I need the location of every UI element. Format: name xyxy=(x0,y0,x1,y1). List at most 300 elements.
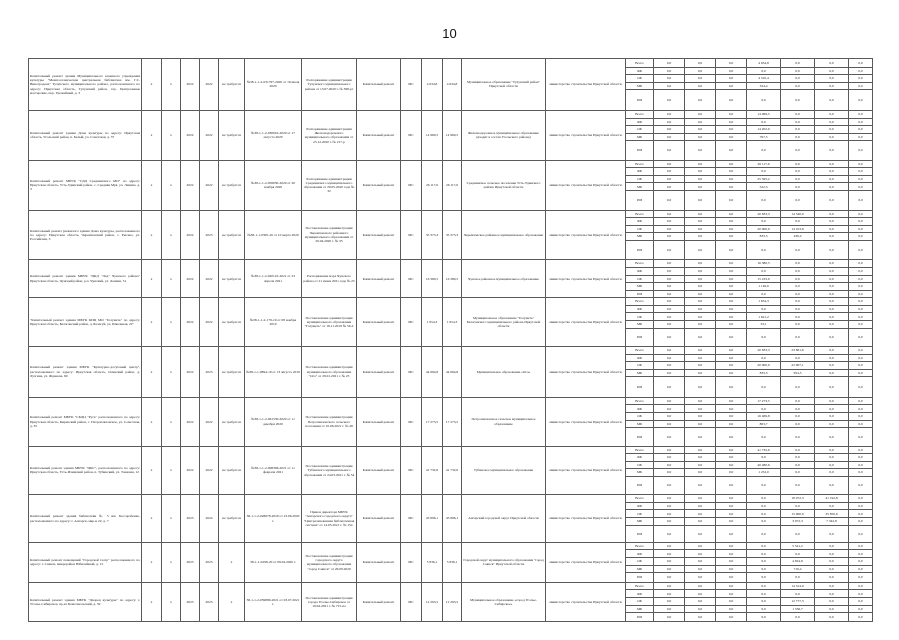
finance-value: 954,5 xyxy=(781,369,815,377)
finance-value: 0,0 xyxy=(716,446,747,454)
finance-value: 0,0 xyxy=(716,412,747,420)
finance-value: 0,0 xyxy=(685,141,716,160)
finance-value: 716,4 xyxy=(781,565,815,573)
cost-value: 41 732,6 xyxy=(443,446,462,495)
budget-source-label: Всего xyxy=(626,346,654,354)
expertise-cell: не требуется xyxy=(219,210,245,260)
finance-value: 16 380,5 xyxy=(747,260,781,268)
budget-source-label: ИИ xyxy=(626,328,654,346)
start-year: 2022 xyxy=(181,210,200,260)
finance-value: 0,0 xyxy=(849,412,873,420)
finance-value: 0,0 xyxy=(849,550,873,558)
finance-value: 0,0 xyxy=(685,118,716,126)
finance-value: 14 314,0 xyxy=(781,582,815,590)
finance-value: 0,0 xyxy=(685,613,716,622)
finance-value: 0,0 xyxy=(654,175,685,183)
budget-source-label: МБ xyxy=(626,420,654,428)
page-number: 10 xyxy=(442,26,457,41)
finance-value: 16 469,8 xyxy=(747,412,781,420)
finance-value: 0,0 xyxy=(654,260,685,268)
finance-value: 0,0 xyxy=(747,240,781,259)
finance-value: 0,0 xyxy=(849,141,873,160)
start-year: 2023 xyxy=(181,495,200,543)
finance-value: 1 621,2 xyxy=(747,313,781,321)
finance-value: 0,0 xyxy=(654,225,685,233)
finance-value: 0,0 xyxy=(716,369,747,377)
start-year: 2022 xyxy=(181,260,200,298)
budget-source-label: МБ xyxy=(626,233,654,241)
finance-value: 0,0 xyxy=(654,240,685,259)
finance-value: 0,0 xyxy=(685,469,716,477)
finance-value: 522,3 xyxy=(747,183,781,191)
finance-value: 0,0 xyxy=(685,218,716,226)
finance-value: 0,0 xyxy=(815,225,849,233)
start-year: 2022 xyxy=(181,110,200,160)
finance-value: 0,0 xyxy=(781,454,815,462)
mk-cell: МС xyxy=(401,110,422,160)
finance-value: 0,0 xyxy=(716,67,747,75)
finance-value: 0,0 xyxy=(849,476,873,494)
finance-value: 0,0 xyxy=(685,476,716,494)
finance-value: 0,0 xyxy=(654,420,685,428)
finance-value: 0,0 xyxy=(654,328,685,346)
table-row xyxy=(29,160,873,168)
doc-number: №38-1-1-0395-20 от 10 марта 2020 xyxy=(245,210,302,260)
budget-source-label: ФБ xyxy=(626,405,654,413)
budget-source-label: Всего xyxy=(626,260,654,268)
finance-value: 0,0 xyxy=(685,328,716,346)
budget-source-label: МБ xyxy=(626,133,654,141)
finance-value: 0,0 xyxy=(815,558,849,566)
finance-value: 15 000,0 xyxy=(781,510,815,518)
decision-cell: Постановление администрации Черемховского районного муниципального образования от 20.04.2020 г. № 33 xyxy=(302,210,357,260)
finance-value: 0,0 xyxy=(685,59,716,68)
finance-value: 0,0 xyxy=(716,428,747,446)
finance-value: 0,0 xyxy=(716,362,747,370)
finance-value: 0,0 xyxy=(716,313,747,321)
object-name: Капитальный ремонт здания библиотеки № 5 им. Бессарабенко, расположенного по адресу: г. Ангарск, мкр-н 22, д. 7 xyxy=(29,495,142,543)
finance-value: 0,0 xyxy=(685,405,716,413)
finance-value: 0,0 xyxy=(849,517,873,525)
finance-value: 0,0 xyxy=(716,210,747,218)
estimate-value: 4 634,8 xyxy=(422,59,443,111)
finance-value: 0,0 xyxy=(815,405,849,413)
finance-value: 0,0 xyxy=(849,290,873,298)
finance-value: 0,0 xyxy=(747,565,781,573)
table-row xyxy=(29,210,873,218)
finance-value: 0,0 xyxy=(781,377,815,398)
finance-value: 0,0 xyxy=(849,405,873,413)
estimate-value: 41 732,6 xyxy=(422,446,443,495)
finance-value: 0,0 xyxy=(849,175,873,183)
object-name: Капитальный ремонт помещений "Городской театр" расположенного по адресу: г. Саянск, микрорайон Юбилейный, д. 15 xyxy=(29,542,142,582)
budget-source-label: ОБ xyxy=(626,225,654,233)
work-type: Капитальный ремонт xyxy=(357,495,401,543)
finance-value: 0,0 xyxy=(654,550,685,558)
finance-value: 0,0 xyxy=(716,225,747,233)
finance-value: 0,0 xyxy=(781,476,815,494)
finance-value: 0,0 xyxy=(747,454,781,462)
budget-source-label: Всего xyxy=(626,495,654,503)
finance-value: 0,0 xyxy=(815,590,849,598)
decision-cell: Распоряжение администрации Тулунского муниципального района от 13.07.2020 г. № 398-рг xyxy=(302,59,357,111)
cost-value: 14 969,5 xyxy=(443,110,462,160)
finance-value: 0,0 xyxy=(747,502,781,510)
finance-value: 0,0 xyxy=(815,446,849,454)
budget-source-label: ИИ xyxy=(626,613,654,622)
start-year: 2022 xyxy=(181,59,200,111)
finance-value: 0,0 xyxy=(716,126,747,134)
finance-value: 20 833,3 xyxy=(747,210,781,218)
finance-value: 0,0 xyxy=(654,362,685,370)
col-x2: х xyxy=(162,59,181,111)
finance-value: 0,0 xyxy=(654,305,685,313)
finance-value: 0,0 xyxy=(781,183,815,191)
cost-value: 1 654,3 xyxy=(443,298,462,347)
finance-value: 0,0 xyxy=(685,160,716,168)
finance-value: 0,0 xyxy=(685,267,716,275)
finance-value: 0,0 xyxy=(685,283,716,291)
finance-value: 0,0 xyxy=(654,346,685,354)
mk-cell: МС xyxy=(401,495,422,543)
mk-cell: МС xyxy=(401,59,422,111)
finance-value: 0,0 xyxy=(685,377,716,398)
finance-value: 0,0 xyxy=(815,354,849,362)
finance-value: 0,0 xyxy=(716,141,747,160)
col-x2: х xyxy=(162,260,181,298)
decision-cell: Постановление администрации Петропавловского сельского поселения от 10.06.2021 г. № 48 xyxy=(302,397,357,446)
decision-cell: Приказ директора МБУК "Ангарского городского округа" "Централизованная библиотечная система" от 14.05.2021 г. № 154 xyxy=(302,495,357,543)
finance-value: 0,0 xyxy=(654,502,685,510)
end-year: 2023 xyxy=(200,210,219,260)
finance-value: 803,7 xyxy=(747,420,781,428)
budget-source-label: ФБ xyxy=(626,454,654,462)
finance-value: 0,0 xyxy=(781,525,815,542)
finance-value: 0,0 xyxy=(815,582,849,590)
table-row xyxy=(29,346,873,354)
col-x2: х xyxy=(162,298,181,347)
finance-value: 0,0 xyxy=(747,354,781,362)
finance-value: 0,0 xyxy=(815,605,849,613)
budget-source-label: ИИ xyxy=(626,90,654,111)
finance-value: 0,0 xyxy=(685,542,716,550)
finance-value: 4 634,8 xyxy=(747,59,781,68)
finance-value: 0,0 xyxy=(716,517,747,525)
finance-value: 0,0 xyxy=(781,110,815,118)
decision-cell: Постановление администрации Тубинского муниципального образования от 24.03.2021 г. № 54 xyxy=(302,446,357,495)
finance-value: 0,0 xyxy=(815,183,849,191)
col-x2: х xyxy=(162,542,181,582)
finance-value: 0,0 xyxy=(716,461,747,469)
finance-value: 0,0 xyxy=(849,469,873,477)
finance-value: 0,0 xyxy=(781,298,815,306)
finance-value: 0,0 xyxy=(654,275,685,283)
budget-source-label: ОБ xyxy=(626,126,654,134)
finance-value: 0,0 xyxy=(849,542,873,550)
col-x1: х xyxy=(142,110,162,160)
finance-value: 0,0 xyxy=(849,346,873,354)
budget-source-label: Всего xyxy=(626,210,654,218)
col-x2: х xyxy=(162,110,181,160)
finance-value: 0,0 xyxy=(815,428,849,446)
customer-cell: Чунское районное муниципальное образование xyxy=(462,260,546,298)
ministry-cell: министерство строительства Иркутской области xyxy=(546,495,626,543)
finance-value: 0,0 xyxy=(815,267,849,275)
finance-value: 0,0 xyxy=(685,354,716,362)
finance-value: 0,0 xyxy=(654,118,685,126)
budget-source-label: Всего xyxy=(626,298,654,306)
object-name: Капитальный ремонт здания МБУК "Культурно-досуговый центр", расположенного по адресу: Иркутская область, Осинский район, д. Лузгина, ул. Жданова, 69 xyxy=(29,346,142,397)
finance-value: 0,0 xyxy=(654,354,685,362)
estimate-value: 17 273,5 xyxy=(422,397,443,446)
finance-value: 0,0 xyxy=(781,420,815,428)
finance-value: 0,0 xyxy=(685,590,716,598)
finance-value: 0,0 xyxy=(815,290,849,298)
finance-value: 0,0 xyxy=(747,428,781,446)
col-x2: х xyxy=(162,210,181,260)
start-year: 2023 xyxy=(181,582,200,621)
finance-value: 0,0 xyxy=(716,454,747,462)
table-row xyxy=(29,260,873,268)
finance-value: 0,0 xyxy=(654,369,685,377)
finance-value: 0,0 xyxy=(747,613,781,622)
finance-value: 0,0 xyxy=(781,502,815,510)
budget-source-label: МБ xyxy=(626,183,654,191)
finance-value: 14 969,5 xyxy=(747,110,781,118)
finance-value: 0,0 xyxy=(716,133,747,141)
finance-value: 14 540,0 xyxy=(781,210,815,218)
finance-value: 0,0 xyxy=(685,290,716,298)
finance-value: 0,0 xyxy=(781,305,815,313)
finance-value: 4 310,4 xyxy=(747,75,781,83)
finance-value: 0,0 xyxy=(685,110,716,118)
finance-value: 0,0 xyxy=(685,412,716,420)
finance-value: 0,0 xyxy=(747,476,781,494)
finance-value: 25 595,2 xyxy=(747,175,781,183)
finance-value: 0,0 xyxy=(685,565,716,573)
col-x2: х xyxy=(162,446,181,495)
finance-value: 0,0 xyxy=(781,275,815,283)
estimate-value: 45 896,1 xyxy=(422,495,443,543)
work-type: Капитальный ремонт xyxy=(357,346,401,397)
finance-value: 0,0 xyxy=(654,446,685,454)
finance-value: 0,0 xyxy=(747,328,781,346)
budget-source-label: ОБ xyxy=(626,510,654,518)
customer-cell: Городской округ муниципального образования "город Саянск" Иркутской области xyxy=(462,542,546,582)
doc-number: №38-1-1-2-020122-2021 от 23 апреля 2021 xyxy=(245,260,302,298)
estimate-value: 1 654,3 xyxy=(422,298,443,347)
finance-value: 0,0 xyxy=(654,517,685,525)
finance-value: 0,0 xyxy=(815,598,849,606)
finance-value: 0,0 xyxy=(849,605,873,613)
finance-value: 0,0 xyxy=(654,233,685,241)
budget-source-label: МБ xyxy=(626,565,654,573)
finance-value: 0,0 xyxy=(654,218,685,226)
table-row xyxy=(29,110,873,118)
finance-value: 0,0 xyxy=(815,320,849,328)
finance-value: 0,0 xyxy=(685,225,716,233)
finance-value: 0,0 xyxy=(685,210,716,218)
finance-value: 0,0 xyxy=(685,369,716,377)
finance-value: 0,0 xyxy=(815,469,849,477)
mk-cell: МС xyxy=(401,160,422,210)
finance-value: 0,0 xyxy=(781,397,815,405)
finance-value: 0,0 xyxy=(781,260,815,268)
doc-number: №38-1-1-2-031797-2020 от 16 июля 2020 xyxy=(245,59,302,111)
finance-value: 0,0 xyxy=(716,542,747,550)
finance-value: 0,0 xyxy=(654,133,685,141)
finance-value: 0,0 xyxy=(849,59,873,68)
finance-value: 0,0 xyxy=(685,362,716,370)
finance-value: 0,0 xyxy=(781,67,815,75)
cost-value: 35 373,3 xyxy=(443,210,462,260)
col-x1: х xyxy=(142,59,162,111)
finance-value: 0,0 xyxy=(849,275,873,283)
finance-value: 33,1 xyxy=(747,320,781,328)
finance-value: 833,3 xyxy=(747,369,781,377)
finance-value: 0,0 xyxy=(747,550,781,558)
cost-value: 4 634,8 xyxy=(443,59,462,111)
decision-cell: Распоряжение администрации Железнодорожного муниципального образования от 25.12.2020 г. № 217-р xyxy=(302,110,357,160)
customer-cell: Муниципальное образование "Тулунский район" Иркутской области xyxy=(462,59,546,111)
expertise-cell: не требуется xyxy=(219,298,245,347)
start-year: 2022 xyxy=(181,160,200,210)
finance-value: 20 000,0 xyxy=(747,362,781,370)
finance-value: 0,0 xyxy=(654,283,685,291)
finance-value: 0,0 xyxy=(849,502,873,510)
finance-value: 0,0 xyxy=(685,454,716,462)
finance-value: 0,0 xyxy=(849,525,873,542)
col-x1: х xyxy=(142,542,162,582)
col-x2: х xyxy=(162,582,181,621)
mk-cell: МС xyxy=(401,542,422,582)
finance-value: 0,0 xyxy=(716,328,747,346)
expertise-cell: не требуется xyxy=(219,446,245,495)
finance-value: 0,0 xyxy=(685,525,716,542)
budget-source-label: Всего xyxy=(626,59,654,68)
finance-value: 0,0 xyxy=(781,613,815,622)
expertise-cell: х xyxy=(219,582,245,621)
finance-value: 0,0 xyxy=(716,110,747,118)
finance-value: 0,0 xyxy=(781,290,815,298)
budget-source-label: ФБ xyxy=(626,218,654,226)
finance-value: 0,0 xyxy=(849,210,873,218)
finance-value: 0,0 xyxy=(849,354,873,362)
finance-value: 0,0 xyxy=(849,598,873,606)
finance-value: 0,0 xyxy=(747,290,781,298)
customer-cell: Муниципальное образование "Голуметь" Балаганского муниципального района Иркутской области xyxy=(462,298,546,347)
finance-value: 0,0 xyxy=(685,233,716,241)
finance-value: 0,0 xyxy=(716,191,747,210)
expertise-cell: не требуется xyxy=(219,160,245,210)
table-row xyxy=(29,582,873,590)
finance-value: 18 072,3 xyxy=(781,495,815,503)
finance-value: 0,0 xyxy=(747,510,781,518)
finance-value: 0,0 xyxy=(781,133,815,141)
finance-value: 0,0 xyxy=(747,542,781,550)
mk-cell: МС xyxy=(401,346,422,397)
budget-source-label: ОБ xyxy=(626,558,654,566)
table-body xyxy=(29,59,873,622)
finance-value: 0,0 xyxy=(654,90,685,111)
ministry-cell: министерство строительства Иркутской области xyxy=(546,160,626,210)
estimate-value: 44 694,8 xyxy=(422,346,443,397)
finance-value: 0,0 xyxy=(849,420,873,428)
cost-value: 5 836,1 xyxy=(443,542,462,582)
finance-value: 0,0 xyxy=(747,558,781,566)
doc-number: №38-1-1-2-008396-2021 от 11 февраля 2021 xyxy=(245,446,302,495)
finance-value: 0,0 xyxy=(781,191,815,210)
finance-value: 0,0 xyxy=(815,82,849,90)
object-name: Капитальный ремонт (нежилого здания Дома культуры, расположенного по адресу: Иркутская область, Черемховский район, с. Рысево, ул. Российская, 3 xyxy=(29,210,142,260)
table-row xyxy=(29,59,873,68)
customer-cell: Среднинское сельское поселение Усть-Удинского района Иркутской области xyxy=(462,160,546,210)
budget-source-label: МБ xyxy=(626,369,654,377)
finance-value: 0,0 xyxy=(815,160,849,168)
finance-value: 20 000,0 xyxy=(747,225,781,233)
work-type: Капитальный ремонт xyxy=(357,298,401,347)
finance-value: 0,0 xyxy=(716,218,747,226)
doc-number: №38-1-1-0894-19 от 13 августа 2019 xyxy=(245,346,302,397)
finance-value: 0,0 xyxy=(654,298,685,306)
end-year: 2022 xyxy=(200,110,219,160)
finance-value: 0,0 xyxy=(716,582,747,590)
budget-source-label: ОБ xyxy=(626,275,654,283)
finance-value: 0,0 xyxy=(815,175,849,183)
finance-value: 0,0 xyxy=(781,82,815,90)
finance-value: 0,0 xyxy=(815,412,849,420)
finance-value: 0,0 xyxy=(781,240,815,259)
expertise-cell: не требуется xyxy=(219,110,245,160)
finance-value: 0,0 xyxy=(747,605,781,613)
finance-value: 0,0 xyxy=(716,267,747,275)
finance-value: 0,0 xyxy=(849,558,873,566)
end-year: 2022 xyxy=(200,397,219,446)
finance-value: 0,0 xyxy=(781,320,815,328)
finance-value: 0,0 xyxy=(815,613,849,622)
finance-value: 0,0 xyxy=(781,175,815,183)
finance-value: 0,0 xyxy=(849,573,873,583)
finance-value: 0,0 xyxy=(781,141,815,160)
finance-value: 0,0 xyxy=(716,502,747,510)
finance-value: 17 273,5 xyxy=(747,397,781,405)
finance-value: 0,0 xyxy=(685,275,716,283)
ministry-cell: министерство строительства Иркутской области xyxy=(546,59,626,111)
decision-cell: Постановление администрации муниципального образования "Оса" от 29.01.2021 г. № 25 xyxy=(302,346,357,397)
work-type: Капитальный ремонт xyxy=(357,59,401,111)
finance-value: 0,0 xyxy=(815,275,849,283)
finance-value: 0,0 xyxy=(654,397,685,405)
finance-value: 0,0 xyxy=(716,510,747,518)
finance-value: 26 117,6 xyxy=(747,160,781,168)
col-x1: х xyxy=(142,495,162,543)
table-row xyxy=(29,495,873,503)
finance-value: 35 850,0 xyxy=(815,510,849,518)
finance-value: 0,0 xyxy=(716,260,747,268)
expertise-cell: не требуется xyxy=(219,397,245,446)
finance-value: 0,0 xyxy=(716,590,747,598)
finance-value: 0,0 xyxy=(849,75,873,83)
finance-value: 0,0 xyxy=(815,454,849,462)
finance-value: 0,0 xyxy=(716,90,747,111)
doc-number: №38-1-1-2-058030-2020 от 20 ноября 2020 xyxy=(245,160,302,210)
ministry-cell: министерство строительства Иркутской области xyxy=(546,446,626,495)
mk-cell: МС xyxy=(401,260,422,298)
finance-value: 0,0 xyxy=(781,90,815,111)
finance-value: 0,0 xyxy=(654,510,685,518)
finance-value: 0,0 xyxy=(815,75,849,83)
budget-source-label: МБ xyxy=(626,82,654,90)
